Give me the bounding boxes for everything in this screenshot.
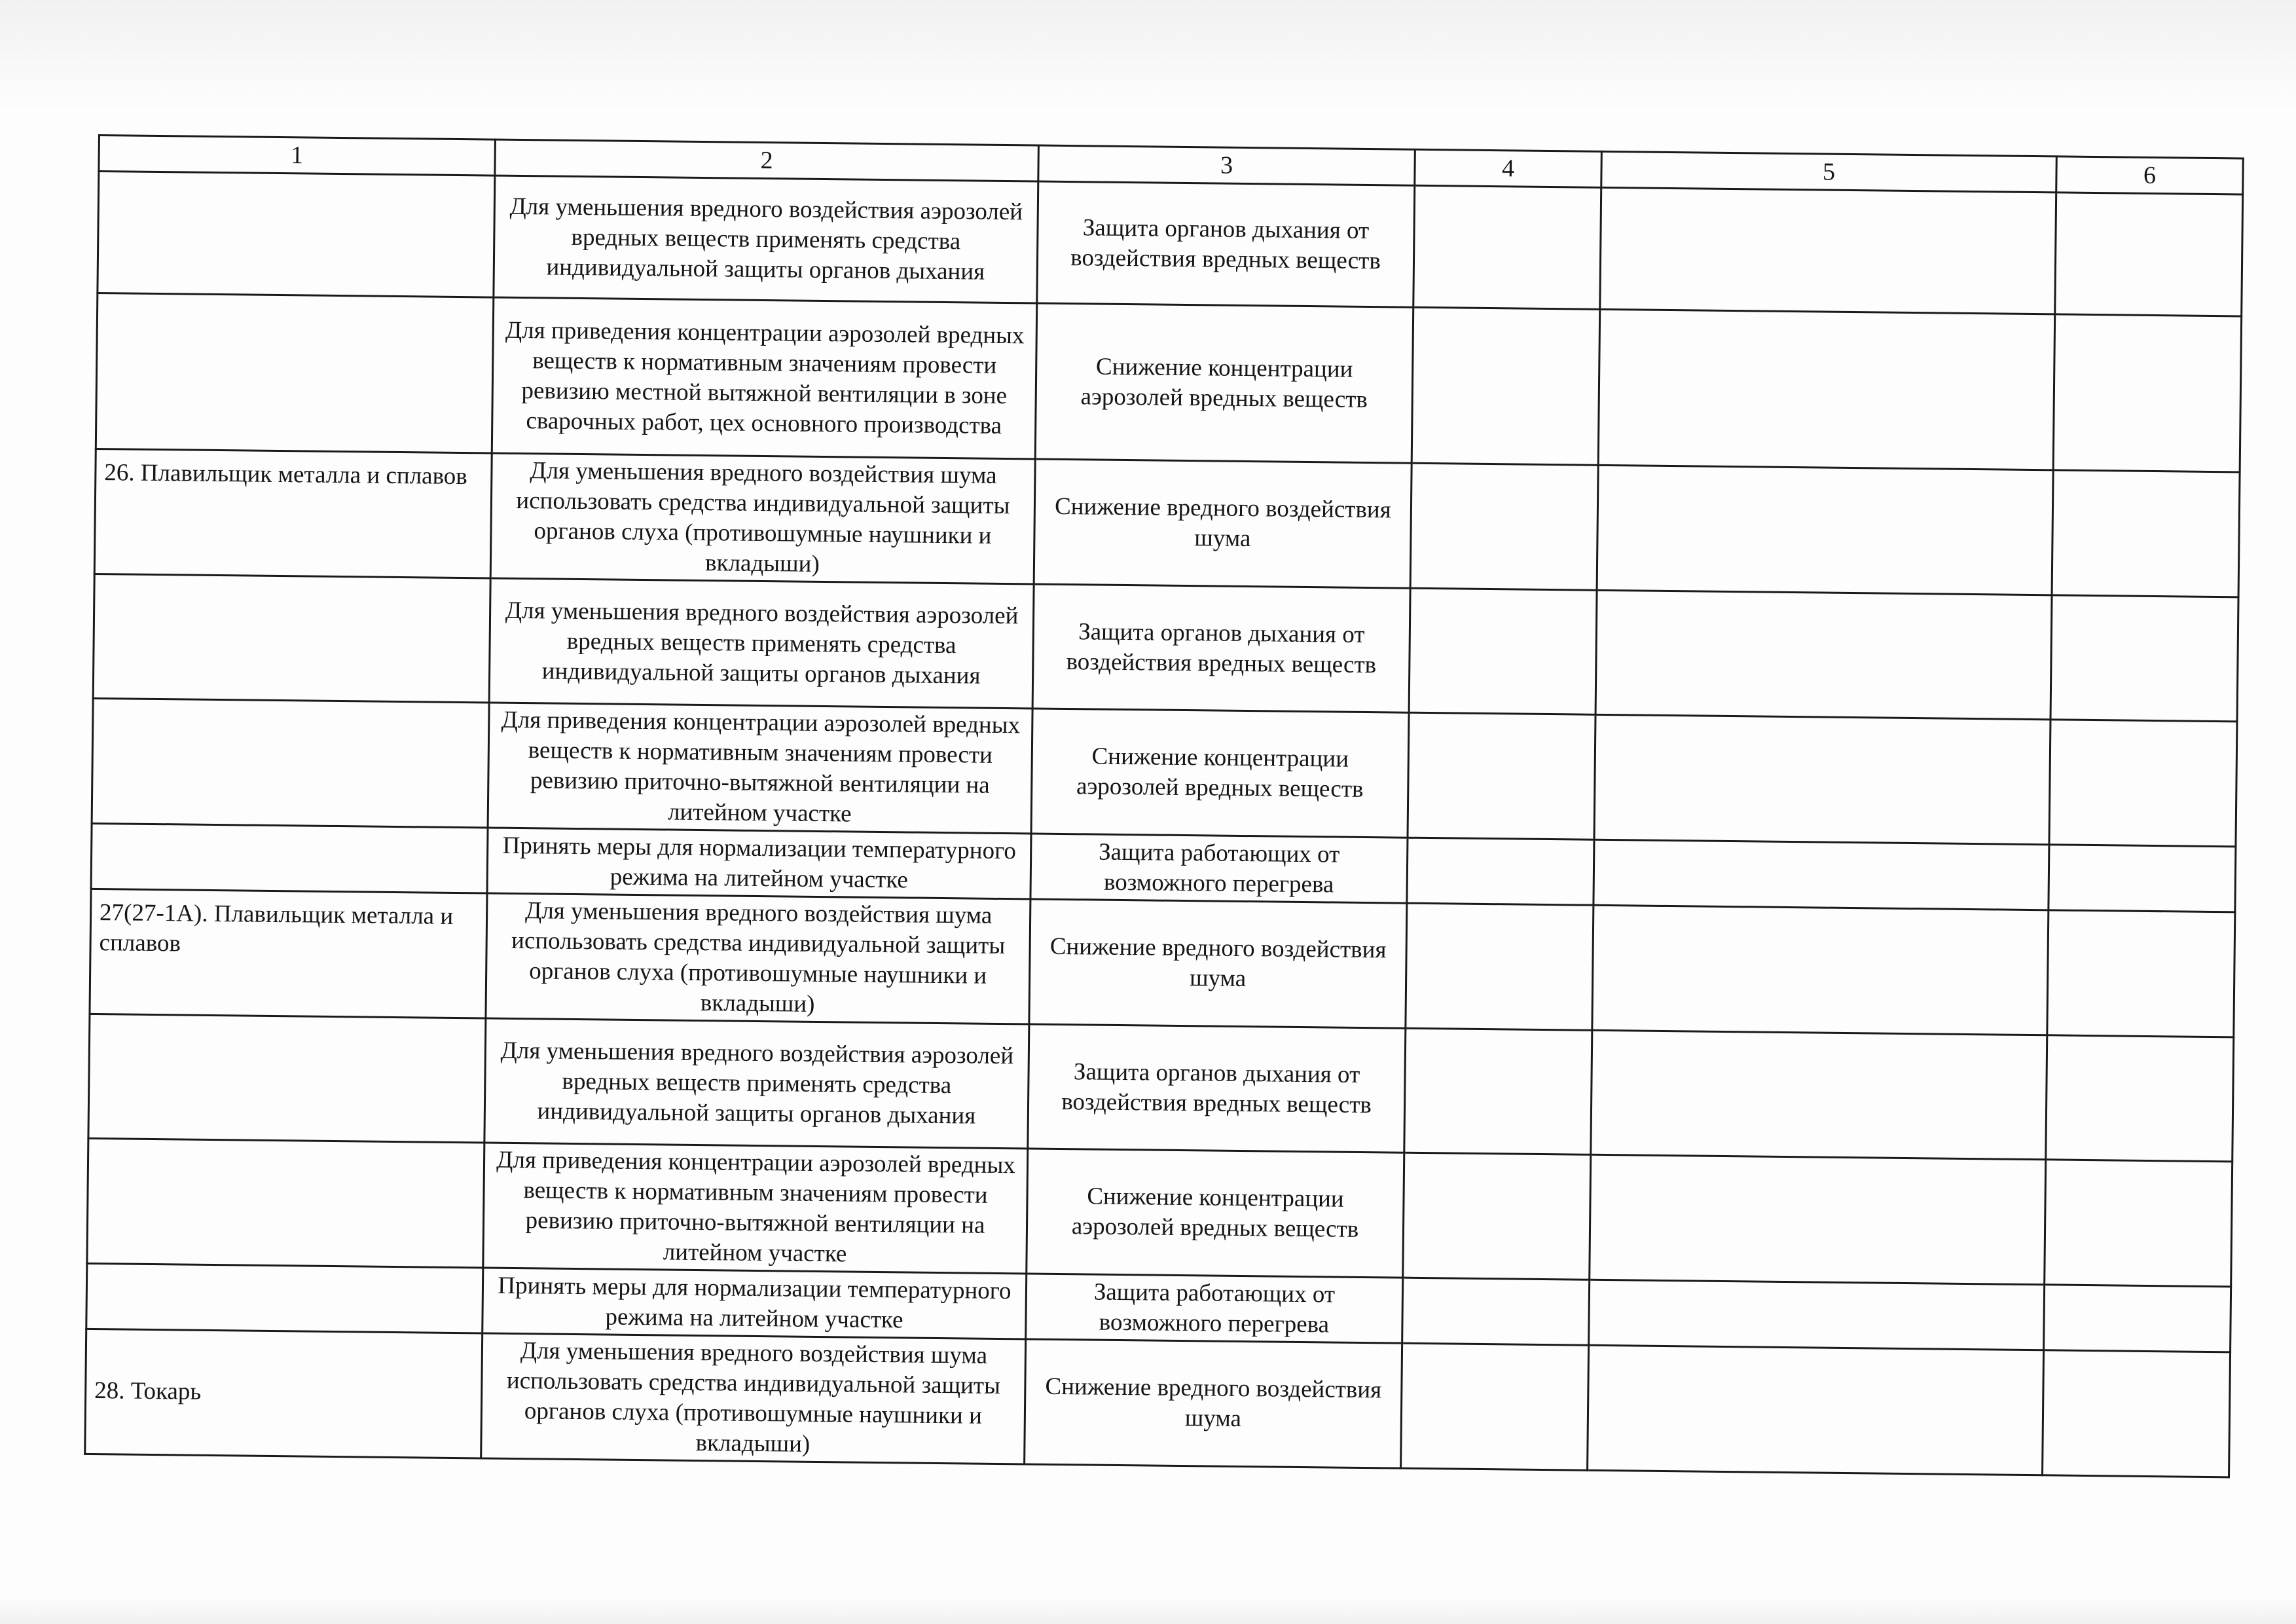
table-row [87, 1138, 2232, 1286]
goal-cell: Снижение концентрации аэрозолей вредных веществ [1035, 303, 1413, 463]
note-cell [2055, 193, 2243, 316]
scan-shadow-top [0, 0, 2296, 111]
note-cell [2047, 910, 2235, 1037]
note-cell [2052, 470, 2240, 597]
measure-cell: Принять меры для нормализации температурного режима на литейном участке [487, 828, 1031, 899]
measure-cell: Для приведения концентрации аэрозолей вредных веществ к нормативным значениям провести ревизию приточно-вытяжной вентиляции на литейном участке [483, 1143, 1028, 1274]
note-cell [2046, 1035, 2234, 1162]
header-col-2: 2 [495, 139, 1039, 181]
workplace-cell [91, 823, 488, 893]
measures-table [84, 134, 2244, 1478]
note-cell [2044, 1285, 2231, 1352]
note-cell [2045, 1160, 2232, 1287]
note-cell [2053, 314, 2242, 472]
workplace-cell [86, 1263, 483, 1333]
table-row [88, 1014, 2234, 1161]
responsible-cell [1590, 1154, 2046, 1285]
goal-cell: Снижение концентрации аэрозолей вредных веществ [1031, 709, 1409, 838]
deadline-cell [1406, 903, 1594, 1030]
goal-cell: Снижение концентрации аэрозолей вредных веществ [1027, 1149, 1404, 1278]
responsible-cell [1592, 905, 2049, 1035]
table-row [92, 698, 2237, 846]
header-col-1: 1 [99, 136, 496, 176]
responsible-cell [1594, 714, 2050, 845]
header-col-5: 5 [1601, 151, 2057, 193]
goal-cell: Снижение вредного воздействия шума [1034, 459, 1412, 588]
responsible-cell [1591, 1030, 2047, 1160]
goal-cell: Снижение вредного воздействия шума [1025, 1339, 1402, 1468]
deadline-cell [1407, 838, 1594, 905]
measure-cell: Для уменьшения вредного воздействия шума использовать средства индивидуальной защиты органов слуха (противошумные наушники и вкладыши) [481, 1333, 1026, 1464]
table-row [94, 449, 2240, 597]
responsible-cell [1600, 187, 2056, 314]
measure-cell: Для уменьшения вредного воздействия шума использовать средства индивидуальной защиты органов слуха (противошумные наушники и вкладыши) [490, 453, 1035, 584]
deadline-cell [1401, 1343, 1589, 1470]
measure-cell: Для уменьшения вредного воздействия аэрозолей вредных веществ применять средства индивидуальной защиты органов дыхания [484, 1018, 1029, 1149]
workplace-cell: 28. Токарь [85, 1329, 483, 1458]
table-row [98, 172, 2243, 316]
deadline-cell [1402, 1278, 1590, 1345]
deadline-cell [1404, 1028, 1592, 1154]
deadline-cell [1410, 463, 1598, 590]
measure-cell: Для уменьшения вредного воздействия аэрозолей вредных веществ применять средства индивидуальной защиты органов дыхания [489, 578, 1034, 709]
deadline-cell [1412, 307, 1600, 465]
measure-cell: Принять меры для нормализации температурного режима на литейном участке [483, 1268, 1027, 1339]
workplace-cell [93, 574, 490, 703]
note-cell [2043, 1350, 2231, 1477]
workplace-cell [92, 698, 489, 828]
note-cell [2049, 845, 2236, 912]
goal-cell: Снижение вредного воздействия шума [1029, 899, 1407, 1028]
goal-cell: Защита органов дыхания от воздействия вредных веществ [1028, 1024, 1406, 1153]
measure-cell: Для приведения концентрации аэрозолей вредных веществ к нормативным значениям провести ревизию местной вытяжной вентиляции в зоне сварочных работ, цех основного производства [492, 297, 1037, 459]
responsible-cell [1598, 309, 2055, 470]
note-cell [2049, 720, 2237, 847]
responsible-cell [1594, 840, 2049, 910]
goal-cell: Защита работающих от возможного перегрева [1026, 1274, 1403, 1343]
deadline-cell [1409, 588, 1597, 714]
workplace-cell: 27(27-1А). Плавильщик металла и сплавов [90, 889, 487, 1018]
workplace-cell: 26. Плавильщик металла и сплавов [94, 449, 492, 578]
header-col-6: 6 [2056, 157, 2244, 194]
deadline-cell [1408, 712, 1595, 840]
header-col-3: 3 [1038, 145, 1415, 185]
measure-cell: Для уменьшения вредного воздействия шума использовать средства индивидуальной защиты органов слуха (противошумные наушники и вкладыши) [486, 893, 1030, 1024]
responsible-cell [1589, 1280, 2045, 1350]
goal-cell: Защита органов дыхания от воздействия вредных веществ [1032, 584, 1410, 712]
responsible-cell [1597, 465, 2053, 595]
responsible-cell [1595, 590, 2052, 720]
deadline-cell [1413, 185, 1601, 309]
responsible-cell [1588, 1345, 2044, 1475]
table-row [90, 889, 2235, 1037]
goal-cell: Защита работающих от возможного перегрева [1030, 834, 1408, 903]
goal-cell: Защита органов дыхания от воздействия вредных веществ [1037, 181, 1415, 307]
deadline-cell [1403, 1153, 1591, 1280]
workplace-cell [88, 1014, 486, 1143]
measure-cell: Для приведения концентрации аэрозолей вредных веществ к нормативным значениям провести ревизию приточно-вытяжной вентиляции на литейном участке [488, 703, 1032, 834]
table-row [93, 574, 2238, 721]
measure-cell: Для уменьшения вредного воздействия аэрозолей вредных веществ применять средства индивидуальной защиты органов дыхания [494, 175, 1038, 303]
table-row [96, 293, 2241, 472]
note-cell [2050, 595, 2238, 722]
table-row [85, 1329, 2231, 1477]
header-col-4: 4 [1415, 149, 1602, 187]
scan-shadow-bottom [0, 1598, 2296, 1624]
workplace-cell [98, 172, 495, 298]
workplace-cell [87, 1138, 484, 1268]
workplace-cell [96, 293, 494, 454]
